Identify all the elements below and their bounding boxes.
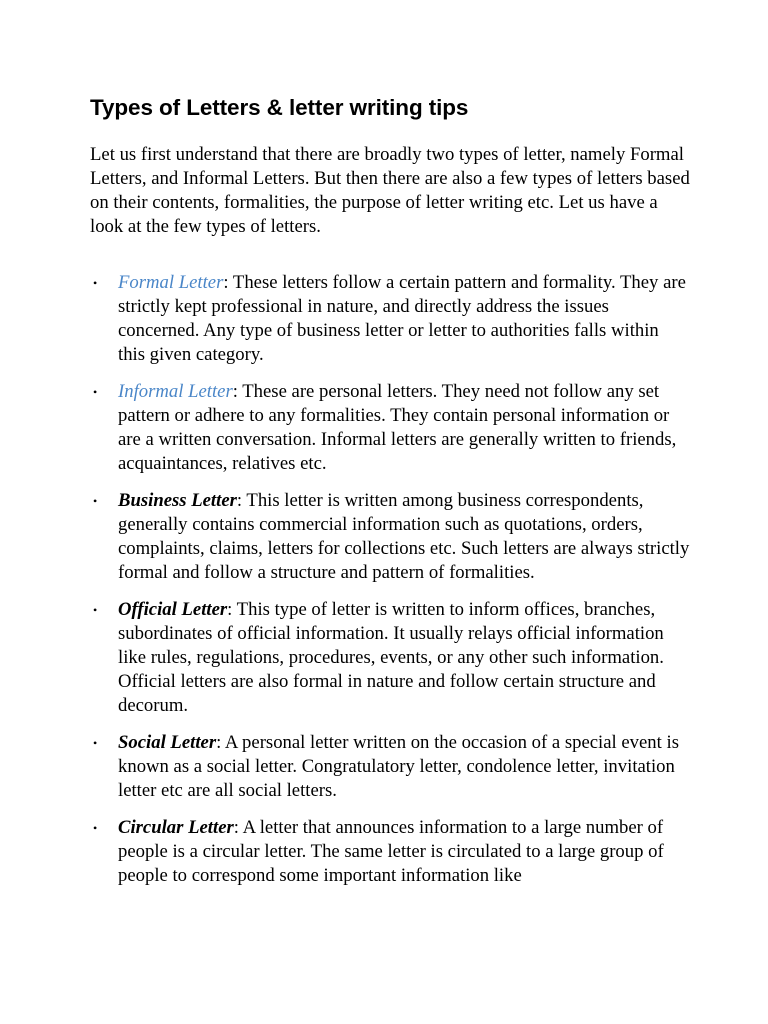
list-item-circular-letter (90, 816, 690, 888)
letter-types-list (90, 271, 690, 888)
list-item-term: Social Letter (118, 732, 217, 753)
list-item-term: Business Letter (118, 490, 237, 511)
list-item-formal-letter (90, 271, 690, 367)
list-item-term: Circular Letter (118, 817, 234, 838)
bullet-icon: • (93, 821, 98, 835)
bullet-icon: • (93, 494, 98, 508)
page-title: Types of Letters & letter writing tips (90, 95, 469, 120)
bullet-icon: • (93, 385, 98, 399)
bullet-icon: • (93, 276, 98, 290)
bullet-icon: • (93, 603, 98, 617)
formal-letter-link[interactable]: Formal Letter (118, 272, 224, 293)
list-item-description: : This type of letter is written to inform offices, branches, subordinates of official information. It usually relays official information like rules, regulations, procedures, events, or any other such information. Official letters are also formal in nature and follow certain structure and decorum. (118, 599, 664, 716)
list-item-official-letter (90, 598, 690, 718)
list-item-description: : This letter is written among business correspondents, generally contains commercial information such as quotations, orders, complaints, claims, letters for collections etc. Such letters are always strictly formal and follow a structure and pattern of formalities. (118, 490, 690, 583)
list-item-business-letter (90, 489, 690, 585)
list-item-social-letter (90, 731, 690, 803)
document-page (90, 93, 690, 901)
bullet-icon: • (93, 736, 98, 750)
list-item-description: : A personal letter written on the occasion of a special event is known as a social letter. Congratulatory letter, condolence letter, invitation letter etc are all social letters. (118, 732, 679, 801)
list-item-term: Official Letter (118, 599, 228, 620)
list-item-description: : A letter that announces information to a large number of people is a circular letter. The same letter is circulated to a large group of people to correspond some important information like (118, 817, 664, 886)
list-item-informal-letter (90, 380, 690, 476)
informal-letter-link[interactable]: Informal Letter (118, 381, 233, 402)
list-item-description: : These letters follow a certain pattern and formality. They are strictly kept professional in nature, and directly address the issues concerned. Any type of business letter or letter to authorities falls within this given category. (118, 272, 686, 365)
list-item-description: : These are personal letters. They need not follow any set pattern or adhere to any formalities. They contain personal information or are a written conversation. Informal letters are generally written to friends, acquaintances, relatives etc. (118, 381, 677, 474)
intro-paragraph: Let us first understand that there are broadly two types of letter, namely Formal Letters, and Informal Letters. But then there are also a few types of letters based on their contents, formalities, the purpose of letter writing etc. Let us have a look at the few types of letters. (90, 144, 690, 237)
